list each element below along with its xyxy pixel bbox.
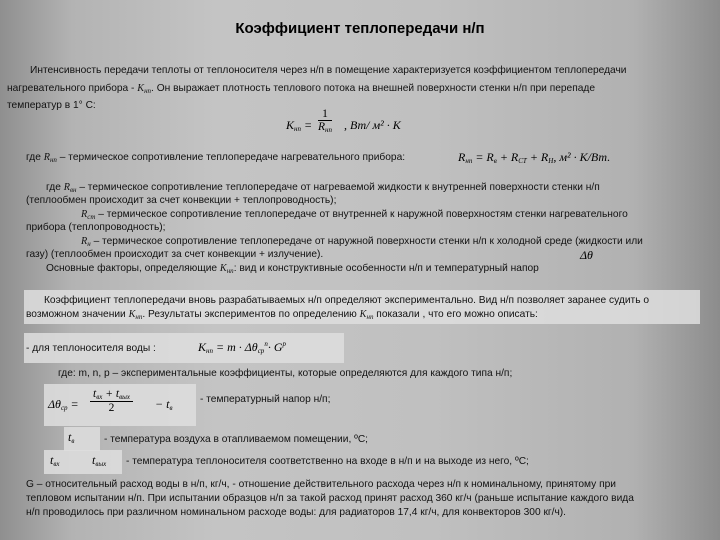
formula-k-fraction: 1 $R_{нп}$ — [318, 108, 333, 134]
intro-line-3: температур в 1° С: — [7, 100, 96, 111]
coefficients-line: где: m, n, p – экспериментальные коэффициенты, которые определяются для каждого типа н/п; — [58, 368, 513, 379]
delta-theta-symbol: Δθ — [580, 248, 593, 262]
dtheta-label: - температурный напор н/п; — [200, 394, 331, 405]
def-rst: $R_{ст}$ – термическое сопротивление теплопередаче от внутренней к наружной поверхностям стенки нагревательного — [81, 209, 628, 221]
def-rn-cont: газу) (теплообмен происходит за счет конвекции + излучение). — [26, 249, 324, 260]
tv-symbol: $t_в$ — [68, 430, 75, 445]
experiment-line-2: возможном значении $K_{нп}$. Результаты экспериментов по определению $K_{нп}$ показали , что его можно описать: — [26, 309, 538, 321]
tin-symbol: $t_{вх}$ — [50, 453, 60, 468]
factors-line: Основные факторы, определяющие $K_{нп}$: вид и конструктивные особенности н/п и температурный напор — [46, 263, 539, 275]
water-formula: $K_{нп} = m \cdot \Delta\theta_{ср}^n\cdot G^p$ — [198, 340, 286, 355]
tout-symbol: $t_{вых}$ — [92, 453, 107, 468]
formula-k-units: , Вт/ м² · K — [344, 118, 401, 132]
k-symbol: $K_{нп}$ — [137, 83, 152, 95]
dtheta-minus: − $t_в$ — [155, 397, 173, 412]
def-rn: $R_н$ – термическое сопротивление теплопередаче от наружной поверхности стенки н/п к холодной среде (жидкости или — [81, 236, 643, 248]
def-rst-cont: прибора (теплопроводность); — [26, 222, 166, 233]
page-title: Коэффициент теплопередачи н/п — [235, 20, 485, 37]
tinout-label: - температура теплоносителя соответственно на входе в н/п и на выходе из него, ºС; — [126, 456, 529, 467]
tv-label: - температура воздуха в отапливаемом помещении, ºС; — [104, 434, 369, 445]
r-definition: где $R_{нп}$ – термическое сопротивление теплопередаче нагревательного прибора: — [26, 152, 406, 164]
water-label: - для теплоносителя воды : — [26, 343, 156, 354]
intro-line-1: Интенсивность передачи теплоты от теплоносителя через н/п в помещение характеризуется коэффициентом теплопередачи — [30, 65, 627, 76]
final-line-2: тепловом испытании н/п. При испытании образцов н/п за такой расход принят расход 360 кг/ч (раньше испытание каждого вида — [26, 493, 634, 504]
dtheta-fraction: $t_{вх} + t_{вых}$ 2 — [90, 388, 133, 414]
intro-line-2: нагревательного прибора - $K_{нп}$. Он выражает плотность теплового потока на внешней поверхности стенки н/п при перепаде — [7, 83, 595, 95]
final-line-3: н/п проводилось при различном номинальном расходе воды: для радиаторов 17,4 кг/ч, для конвекторов 300 кг/ч). — [26, 507, 566, 518]
experiment-line-1: Коэффициент теплопередачи вновь разрабатываемых н/п определяют экспериментально. Вид н/п позволяет заранее судить о — [44, 295, 650, 306]
formula-r: $R_{нп} = R_в + R_{СТ} + R_Н$, м² · K/Вт. — [458, 150, 611, 165]
formula-k: $K_{нп}$ = — [286, 118, 313, 133]
dtheta-lhs: $\Delta\theta_{ср}$ = — [48, 397, 79, 412]
def-rvn: где $R_{вн}$ – термическое сопротивление теплопередаче от нагреваемой жидкости к внутренней поверхности стенки н/п — [46, 182, 600, 194]
def-rvn-cont: (теплообмен происходит за счет конвекции + теплопроводность); — [26, 195, 337, 206]
final-line-1: G – относительный расход воды в н/п, кг/ч, - отношение действительного расхода через н/п к номинальному, принятому при — [26, 479, 616, 490]
